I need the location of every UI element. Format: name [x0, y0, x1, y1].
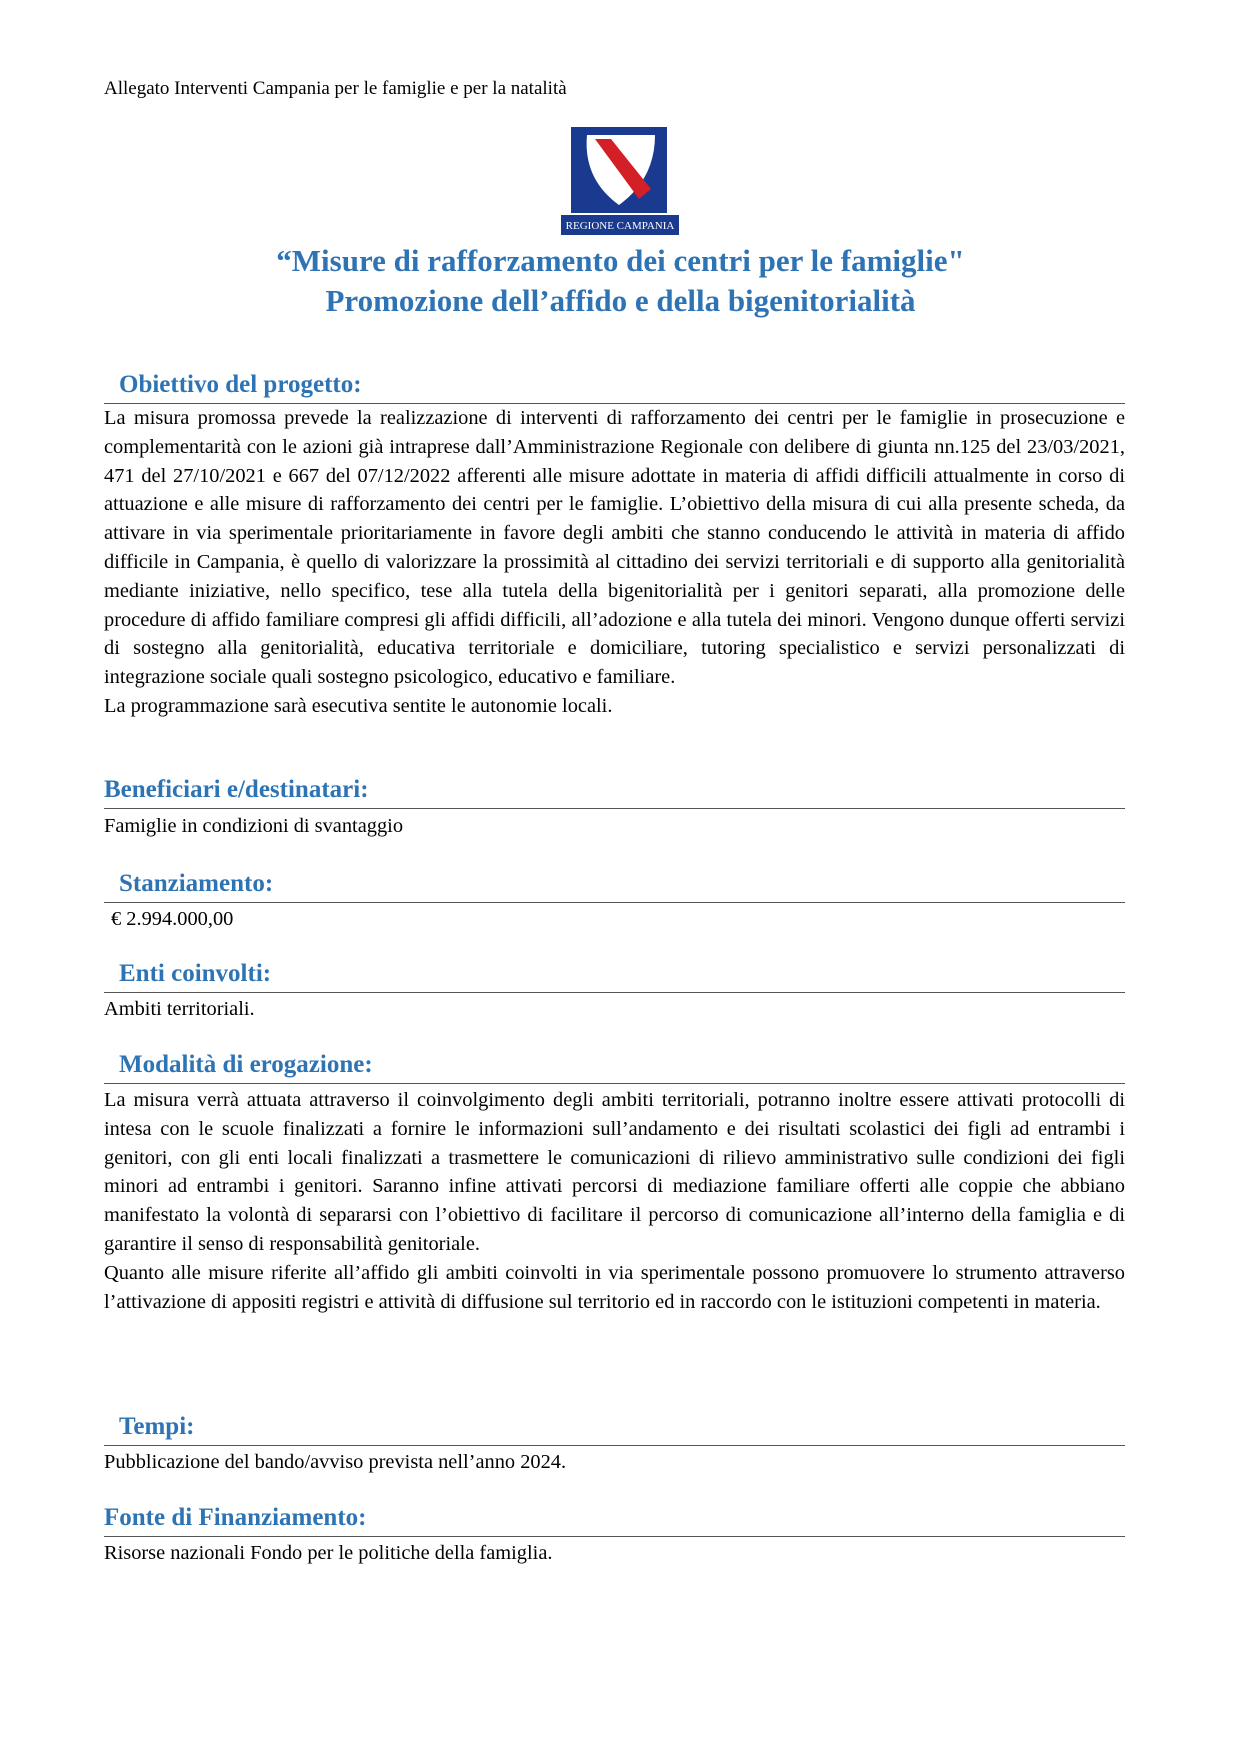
section-heading-enti — [104, 960, 1125, 993]
document-title-line2: Promozione dell’affido e della bigenitorialità — [325, 283, 916, 318]
section-body-enti — [104, 995, 1125, 1024]
section-body-fonte — [104, 1539, 1125, 1568]
section-heading-obiettivo — [104, 371, 1125, 404]
modalita-paragraph-2: Quanto alle misure riferite all’affido gli ambiti coinvolti in via sperimentale possono promuovere lo strumento attraverso l’attivazione di appositi registri e attività di diffusione sul territorio ed in raccordo con le istituzioni competenti in materia. — [104, 1261, 1125, 1313]
section-body-obiettivo — [104, 404, 1125, 721]
section-heading-label: Tempi: — [119, 1413, 195, 1440]
section-heading-tempi — [104, 1413, 1125, 1446]
stanziamento-amount: € 2.994.000,00 — [111, 908, 234, 930]
header-note: Allegato Interventi Campania per le famiglie e per la natalità — [104, 78, 567, 99]
section-heading-beneficiari — [104, 776, 1125, 809]
obiettivo-note: La programmazione sarà esecutiva sentite le autonomie locali. — [104, 694, 613, 717]
obiettivo-paragraph: La misura promossa prevede la realizzazione di interventi di rafforzamento dei centri per le famiglie in prosecuzione e complementarità con le azioni già intraprese dall’Amministrazione Regionale con delibere di giunta nn.125 del 23/03/2021, 471 del 27/10/2021 e 667 del 07/12/2022 afferenti alle misure adottate in materia di affidi difficili attualmente in corso di attuazione e alle misure di rafforzamento dei centri per le famiglie. L’obiettivo della misura di cui alla presente scheda, da attivare in via sperimentale prioritariamente in favore degli ambiti che stanno conducendo le attività in materia di affido difficile in Campania, è quello di valorizzare la prossimità al cittadino dei servizi territoriali e di supporto alla genitorialità mediante iniziative, nello specifico, tese alla tutela della bigenitorialità per i genitori separati, alla promozione delle procedure di affido familiare compresi gli affidi difficili, all’adozione e alla tutela dei minori. Vengono dunque offerti servizi di sostegno alla genitorialità, educativa territoriale e domiciliare, tutoring specialistico e servizi personalizzati di integrazione sociale quali sostegno psicologico, educativo e familiare. — [104, 407, 1125, 689]
section-body-tempi — [104, 1448, 1125, 1477]
document-title-line1: “Misure di rafforzamento dei centri per le famiglie" — [276, 243, 965, 278]
section-heading-label: Modalità di erogazione: — [119, 1051, 373, 1078]
section-heading-label: Stanziamento: — [119, 870, 274, 897]
tempi-text: Pubblicazione del bando/avviso prevista nell’anno 2024. — [104, 1451, 567, 1473]
section-body-beneficiari — [104, 812, 1125, 841]
section-body-modalita — [104, 1086, 1125, 1316]
fonte-text: Risorse nazionali Fondo per le politiche della famiglia. — [104, 1542, 553, 1564]
regione-campania-logo — [559, 127, 681, 237]
section-heading-label: Beneficiari e/destinatari: — [104, 776, 369, 803]
beneficiari-text: Famiglie in condizioni di svantaggio — [104, 815, 404, 837]
enti-text: Ambiti territoriali. — [104, 998, 255, 1020]
section-body-stanziamento — [111, 905, 1132, 934]
section-heading-label: Fonte di Finanziamento: — [104, 1504, 367, 1531]
modalita-paragraph-1: La misura verrà attuata attraverso il coinvolgimento degli ambiti territoriali, potranno inoltre essere attivati protocolli di intesa con le scuole finalizzati a fornire le informazioni sull’andamento e dei risultati scolastici dei figli ad entrambi i genitori, con gli enti locali finalizzati a trasmettere le comunicazioni di rilievo amministrativo sulle condizioni dei figli minori ad entrambi i genitori. Saranno infine attivati percorsi di mediazione familiare offerti alle coppie che abbiano manifestato la volontà di separarsi con l’obiettivo di facilitare il percorso di comunicazione all’interno della famiglia e di garantire il senso di responsabilità genitoriale. — [104, 1089, 1125, 1255]
logo-caption: REGIONE CAMPANIA — [565, 220, 675, 232]
section-heading-label: Enti coinvolti: — [119, 960, 272, 987]
section-heading-label: Obiettivo del progetto: — [119, 371, 362, 398]
section-heading-fonte — [104, 1504, 1125, 1537]
section-heading-modalita — [104, 1051, 1125, 1084]
section-heading-stanziamento — [104, 870, 1125, 903]
